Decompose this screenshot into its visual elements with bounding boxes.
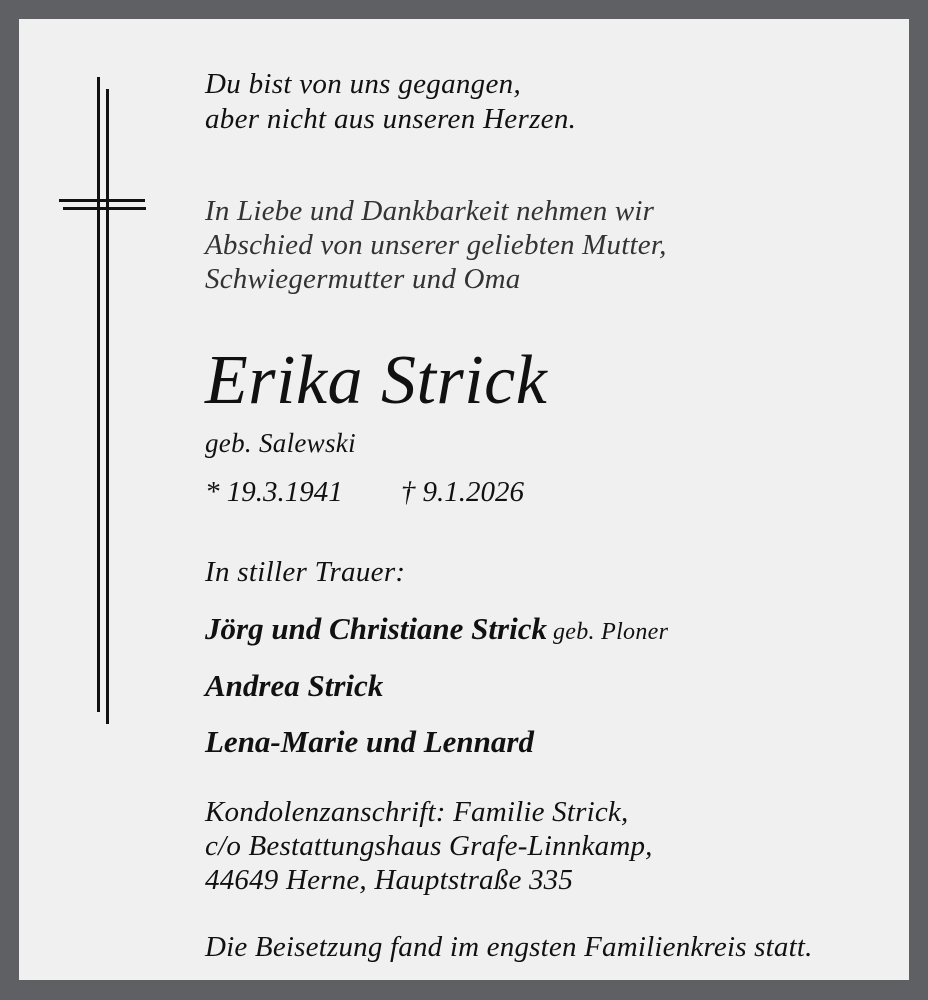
family-line bbox=[205, 609, 668, 652]
family-line: Lena-Marie und Lennard bbox=[205, 724, 534, 759]
family-name: Jörg und Christiane Strick bbox=[205, 611, 547, 646]
obituary-card bbox=[19, 19, 909, 980]
maiden-name: geb. Salewski bbox=[205, 428, 356, 458]
family-line: Andrea Strick bbox=[205, 668, 384, 703]
intro-line: In Liebe und Dankbarkeit nehmen wir bbox=[205, 195, 655, 227]
condolence-address bbox=[205, 795, 653, 897]
intro-line: Schwiegermutter und Oma bbox=[205, 263, 521, 295]
family-maiden-name: geb. Ploner bbox=[552, 619, 669, 645]
deceased-name: Erika Strick bbox=[205, 342, 548, 419]
address-line: Kondolenzanschrift: Familie Strick, bbox=[205, 796, 629, 828]
life-dates bbox=[205, 472, 524, 512]
mourning-label: In stiller Trauer: bbox=[205, 556, 406, 588]
birth-date: * 19.3.1941 bbox=[205, 476, 343, 508]
quote-line: Du bist von uns gegangen, bbox=[205, 68, 521, 100]
intro-text bbox=[205, 194, 667, 296]
intro-line: Abschied von unserer geliebten Mutter, bbox=[205, 229, 667, 261]
burial-note: Die Beisetzung fand im engsten Familienkreis statt. bbox=[205, 931, 813, 963]
address-line: 44649 Herne, Hauptstraße 335 bbox=[205, 864, 574, 896]
death-date: † 9.1.2026 bbox=[400, 476, 524, 508]
address-line: c/o Bestattungshaus Grafe-Linnkamp, bbox=[205, 830, 653, 862]
quote-line: aber nicht aus unseren Herzen. bbox=[205, 103, 577, 135]
quote bbox=[205, 67, 576, 137]
